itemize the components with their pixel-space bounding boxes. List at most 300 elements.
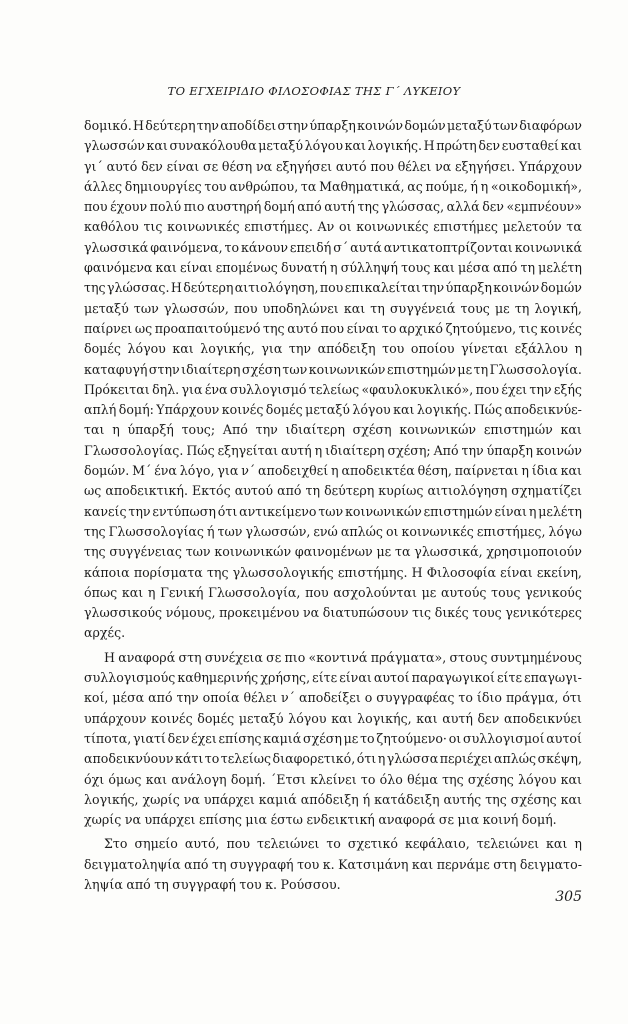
word: που [320,320,345,336]
word: περιέχει [439,751,493,767]
word: από [126,876,151,892]
word: δημιουργίες [124,178,202,194]
word: όχι [84,771,105,787]
word: λόγου [288,710,327,726]
word: ενδεικτική [306,812,375,828]
word: γλώσσα [386,751,439,767]
word: μεταξύ [258,138,304,154]
word: η [112,422,120,438]
word: λογική, [534,300,582,316]
word: εξής [553,381,582,397]
word: κοινών [357,118,404,133]
word: σύλληψή [340,260,398,276]
word: η [480,178,489,194]
word: λογικής, [357,710,412,726]
word: ανάλογη [171,771,227,787]
word: Στο [104,836,128,852]
word: κ. [322,856,335,872]
word: εξηγήσει [275,158,333,174]
word: άλλες [84,178,123,194]
word: γενικότερες [505,605,582,621]
word: να [124,812,141,828]
word: το [326,836,341,852]
word: προκειμένου [219,605,300,621]
text-line [84,668,582,688]
word: Πρόκειται [84,381,150,397]
word: τη [520,260,536,276]
text-line [84,319,582,339]
word: ή [362,791,371,807]
word: Μαθηματικά, [319,178,405,194]
word: σχέση; [387,442,431,458]
word: είναι [339,670,372,686]
page-number: 305 [555,889,582,905]
word: έχουν [110,199,148,215]
text-line [84,875,582,895]
word: αποδεικτική. [105,483,188,499]
word: αποδείξει [298,690,361,706]
word: είτε [497,670,522,686]
word: μεταξύ [238,710,284,726]
word: και [560,463,582,479]
word: ύπαρξη [486,442,533,458]
word: αυτή [442,710,473,726]
word: Πώς [473,402,503,418]
word: του [382,341,405,357]
word: κοινωνικές [401,523,474,539]
word: κοινές [540,320,582,336]
word: δειγματο- [519,856,582,872]
word: αυτούς [441,584,487,600]
word: Η [104,649,115,665]
text-line [84,688,582,708]
word: κοινή [482,812,519,828]
word: νόμους, [165,605,216,621]
word: Πώς [186,442,215,458]
word: αλλά [446,199,480,215]
word: κοινωνικές [167,219,240,235]
word: ενώ [313,523,338,539]
word: από [297,199,322,215]
word: επιστήμης. [337,564,408,580]
word: είναι [180,260,213,276]
word: σχέση [241,361,281,377]
word: στη [493,856,517,872]
word: τις [412,605,432,621]
word: συνέχεια [204,649,263,665]
text-line [84,790,582,810]
text-line [84,177,582,197]
word: κοινωνικών [214,544,292,560]
word: με [376,544,392,560]
word: αρχικό [399,320,443,336]
text-line [84,197,582,217]
word: αποδίδει [220,118,277,133]
word: οποία [202,690,240,706]
word: δεύτερη [183,280,234,296]
word: «φαυλοκυκλικό», [361,381,474,397]
word: «εμπνέουν» [506,199,582,215]
word: από [148,690,173,706]
word: είναι [494,503,527,519]
word: ν΄ [281,690,295,706]
word: συλλογισμοί [462,730,545,746]
word: ή [206,523,215,539]
word: σχετικό [347,836,398,852]
word: των [282,361,308,377]
word: ότι [217,503,238,519]
word: λόγου [352,402,391,418]
word: αυτή [280,442,312,458]
word: τις [143,219,163,235]
word: από [184,856,209,872]
word: σε [203,158,219,174]
word: επικαλείται [344,280,421,296]
text-line [84,380,582,400]
word: συγγραφή [230,856,294,872]
word: δικές [434,605,469,621]
word: εντύπωση [152,503,216,519]
word: ασχολούνται [333,584,417,600]
word: αυτό [106,158,138,174]
word: και [416,710,438,726]
text-line [84,400,582,420]
word: ύπαρξη [445,280,492,296]
word: εξηγήσει. [455,158,516,174]
word: που [84,199,108,215]
text-line [84,522,582,542]
word: Εκτός [192,483,231,499]
word: να [183,791,200,807]
word: προαπαιτούμενό [154,320,261,336]
word: αποδεικτέα [341,463,415,479]
word: παίρνει [84,320,133,336]
text-line [84,729,582,749]
word: με [494,300,510,316]
word: οι [339,219,352,235]
word: αυτό, [184,836,220,852]
word: κάτι [174,751,204,767]
word: αναφορά [118,649,176,665]
text-line [84,461,582,481]
word: η [574,836,582,852]
word: ύπαρξή [127,422,174,438]
word: το [224,239,240,255]
word: την [422,280,445,296]
text-line [84,563,582,583]
word: συνακόλουθα [169,138,257,154]
word: λογικής. [367,138,423,154]
word: αρχές. [84,625,126,641]
word: χρησιμοποιούν [486,544,582,560]
word: γλωσσών, [245,523,311,539]
word: η [528,503,537,519]
word: ίδια [531,463,558,479]
text-line [84,709,582,729]
word: μέσα [112,690,145,706]
word: μια [457,812,480,828]
word: πιο [183,199,205,215]
word: δεν [482,199,504,215]
word: για [261,341,283,357]
word: κοινωνικών [399,422,477,438]
word: και [343,300,366,316]
word: τα [566,219,582,235]
word: δεν [477,710,500,726]
word: πράγμα, [505,690,559,706]
word: το [360,730,375,746]
word: κοινωνικά [514,239,582,255]
word: χρήσης, [260,670,311,686]
word: στους [449,649,488,665]
word: αυτό [335,158,367,174]
word: δεν [478,138,501,154]
word: η [331,463,339,479]
word: επιστημών [483,422,553,438]
word: στην [277,118,309,133]
word: δομών. [84,463,130,479]
word: που [226,836,251,852]
word: του [239,876,262,892]
word: ως [134,320,153,336]
word: θέση, [417,463,452,479]
word: τη [514,300,530,316]
word: σε [438,812,454,828]
word: σκέψη, [537,751,582,767]
word: λόγω [548,523,582,539]
word: δεύτερη [145,118,196,133]
word: γλώσσας. [106,280,170,296]
text-line [84,810,582,830]
word: η [330,260,338,276]
word: Ρούσσου. [280,876,341,892]
word: που [234,300,258,316]
word: έστω [270,812,303,828]
word: σ΄ [333,239,349,255]
word: δυνατή [280,260,327,276]
word: μελετούν [502,219,562,235]
word: και [546,836,568,852]
word: συλλογισμούς [84,670,176,686]
word: κυρίως [378,483,424,499]
word: Από [433,442,459,458]
text-line [84,749,582,769]
word: αιτιολόγηση [427,483,508,499]
word: Γλωσσολογία. [489,361,582,377]
word: των [217,523,243,539]
word: πρώτη [436,138,477,154]
word: να [255,158,273,174]
text-line [84,481,582,501]
word: της [442,771,464,787]
word: της [357,199,380,215]
word: λόγου [304,138,343,154]
word: έχει [501,381,528,397]
word: υπάρχει [203,791,255,807]
word: έχει [191,730,217,746]
word: το [360,771,376,787]
word: ίδιο [476,690,502,706]
word: επιστημών [386,361,456,377]
word: σημείο [134,836,178,852]
word: θέλει [243,690,278,706]
word: που [370,158,394,174]
word: μελέτη [538,503,582,519]
word: μεταξύ [84,300,129,316]
word: καταφυγή [84,361,148,377]
word: κοινών [535,442,582,458]
word: παραγωγικοί [411,670,495,686]
word: Γλωσσολογίας. [84,442,184,458]
word: διατυπώσουν [322,605,409,621]
word: ότι [356,751,377,767]
word: είναι [500,564,533,580]
word: και [560,422,582,438]
word: τους [472,605,502,621]
word: καθημερινής [177,670,259,686]
word: Η [133,118,145,133]
word: στη [178,649,202,665]
word: τη [154,876,169,892]
word: όλο [379,771,403,787]
word: και [344,138,366,154]
word: και [411,856,434,872]
word: ανθρώπου, [229,178,299,194]
word: της [84,544,106,560]
word: γενικούς [525,584,582,600]
word: ζητούμενο· [376,730,447,746]
word: καθόλου [84,219,139,235]
word: αυτής [443,791,482,807]
word: υπάρχουν [84,710,147,726]
word: γλώσσας, [381,199,445,215]
word: τίποτα, [84,730,132,746]
word: και [560,771,582,787]
word: γλωσσικά, [414,544,483,560]
text-line [84,299,582,319]
word: του [204,178,227,194]
word: απόδειξη [300,791,359,807]
text-line [84,583,582,603]
word: που [475,381,500,397]
word: απόδειξη [317,341,376,357]
word: περνάμε [436,856,490,872]
word: επιστήμες. [244,219,313,235]
word: αντικατοπτρίζονται [383,239,513,255]
word: πράγματα», [370,649,447,665]
word: φαινομένων [294,544,373,560]
word: η [574,341,582,357]
word: δομές [265,402,303,418]
word: θέση [221,158,253,174]
word: των [493,118,518,133]
word: αυτού [234,483,274,499]
word: είναι [166,158,200,174]
word: φαινόμενα, [150,239,223,255]
word: αποδεικνύουν [84,751,174,767]
word: κοινές [151,710,193,726]
text-line [84,603,582,623]
word: επειδή [289,239,332,255]
word: λόγου [518,771,557,787]
word: Η [411,564,423,580]
word: αποδεικνύε- [504,402,582,418]
text-line [84,420,582,440]
word: οι [448,730,462,746]
word: και [433,260,455,276]
word: θέλει [397,158,432,174]
word: μεταξύ [446,118,492,133]
word: «κοντινά [308,649,368,665]
word: λογικής. [416,402,472,418]
word: της [84,280,106,296]
word: κοινές [221,402,264,418]
word: τελείως [220,751,272,767]
word: την [128,503,151,519]
text-line [84,238,582,258]
word: εκείνη, [536,564,582,580]
word: η [377,751,386,767]
word: ν΄ [241,463,256,479]
word: Μ΄ [132,463,152,479]
word: αποδεικνύει [503,710,582,726]
text-line [84,502,582,522]
word: γλωσσολογικής [232,564,334,580]
word: χωρίς [84,812,122,828]
word: ένα [154,463,177,479]
word: δεν [167,730,190,746]
word: λόγου [127,341,166,357]
word: σχέση [302,730,342,746]
word: ται [84,422,105,438]
word: αυτοί [373,670,410,686]
word: που [305,584,329,600]
word: σχέση [352,422,392,438]
word: και [560,791,582,807]
word: φαινόμενα [84,260,153,276]
word: αυτοί [546,730,582,746]
word: επαγωγι- [524,670,582,686]
word: αναφορά [378,812,436,828]
word: ως [84,483,102,499]
word: ένα [204,381,228,397]
word: όπως [84,584,118,600]
text-line [84,339,582,359]
word: ή [470,178,478,194]
word: δηλ. [152,381,180,397]
text-line [84,834,582,854]
word: ιδιαίτερη [285,422,345,438]
word: το [381,320,397,336]
word: και [560,138,582,154]
word: τα [395,544,411,560]
word: Από [222,422,248,438]
word: κοινωνικών [345,503,422,519]
word: ιδιαίτερη [181,361,241,377]
word: την [196,118,219,133]
text-line [84,770,582,790]
word: αντικείμενο [239,503,317,519]
word: κεφάλαιο, [404,836,470,852]
word: γίνεται [461,341,509,357]
word: λογικής, [200,341,255,357]
word: της [84,523,106,539]
text-line [84,278,582,298]
word: αποδειχθεί [258,463,329,479]
word: τη [370,300,385,316]
word: λογικής, [84,791,139,807]
text-line [84,258,582,278]
